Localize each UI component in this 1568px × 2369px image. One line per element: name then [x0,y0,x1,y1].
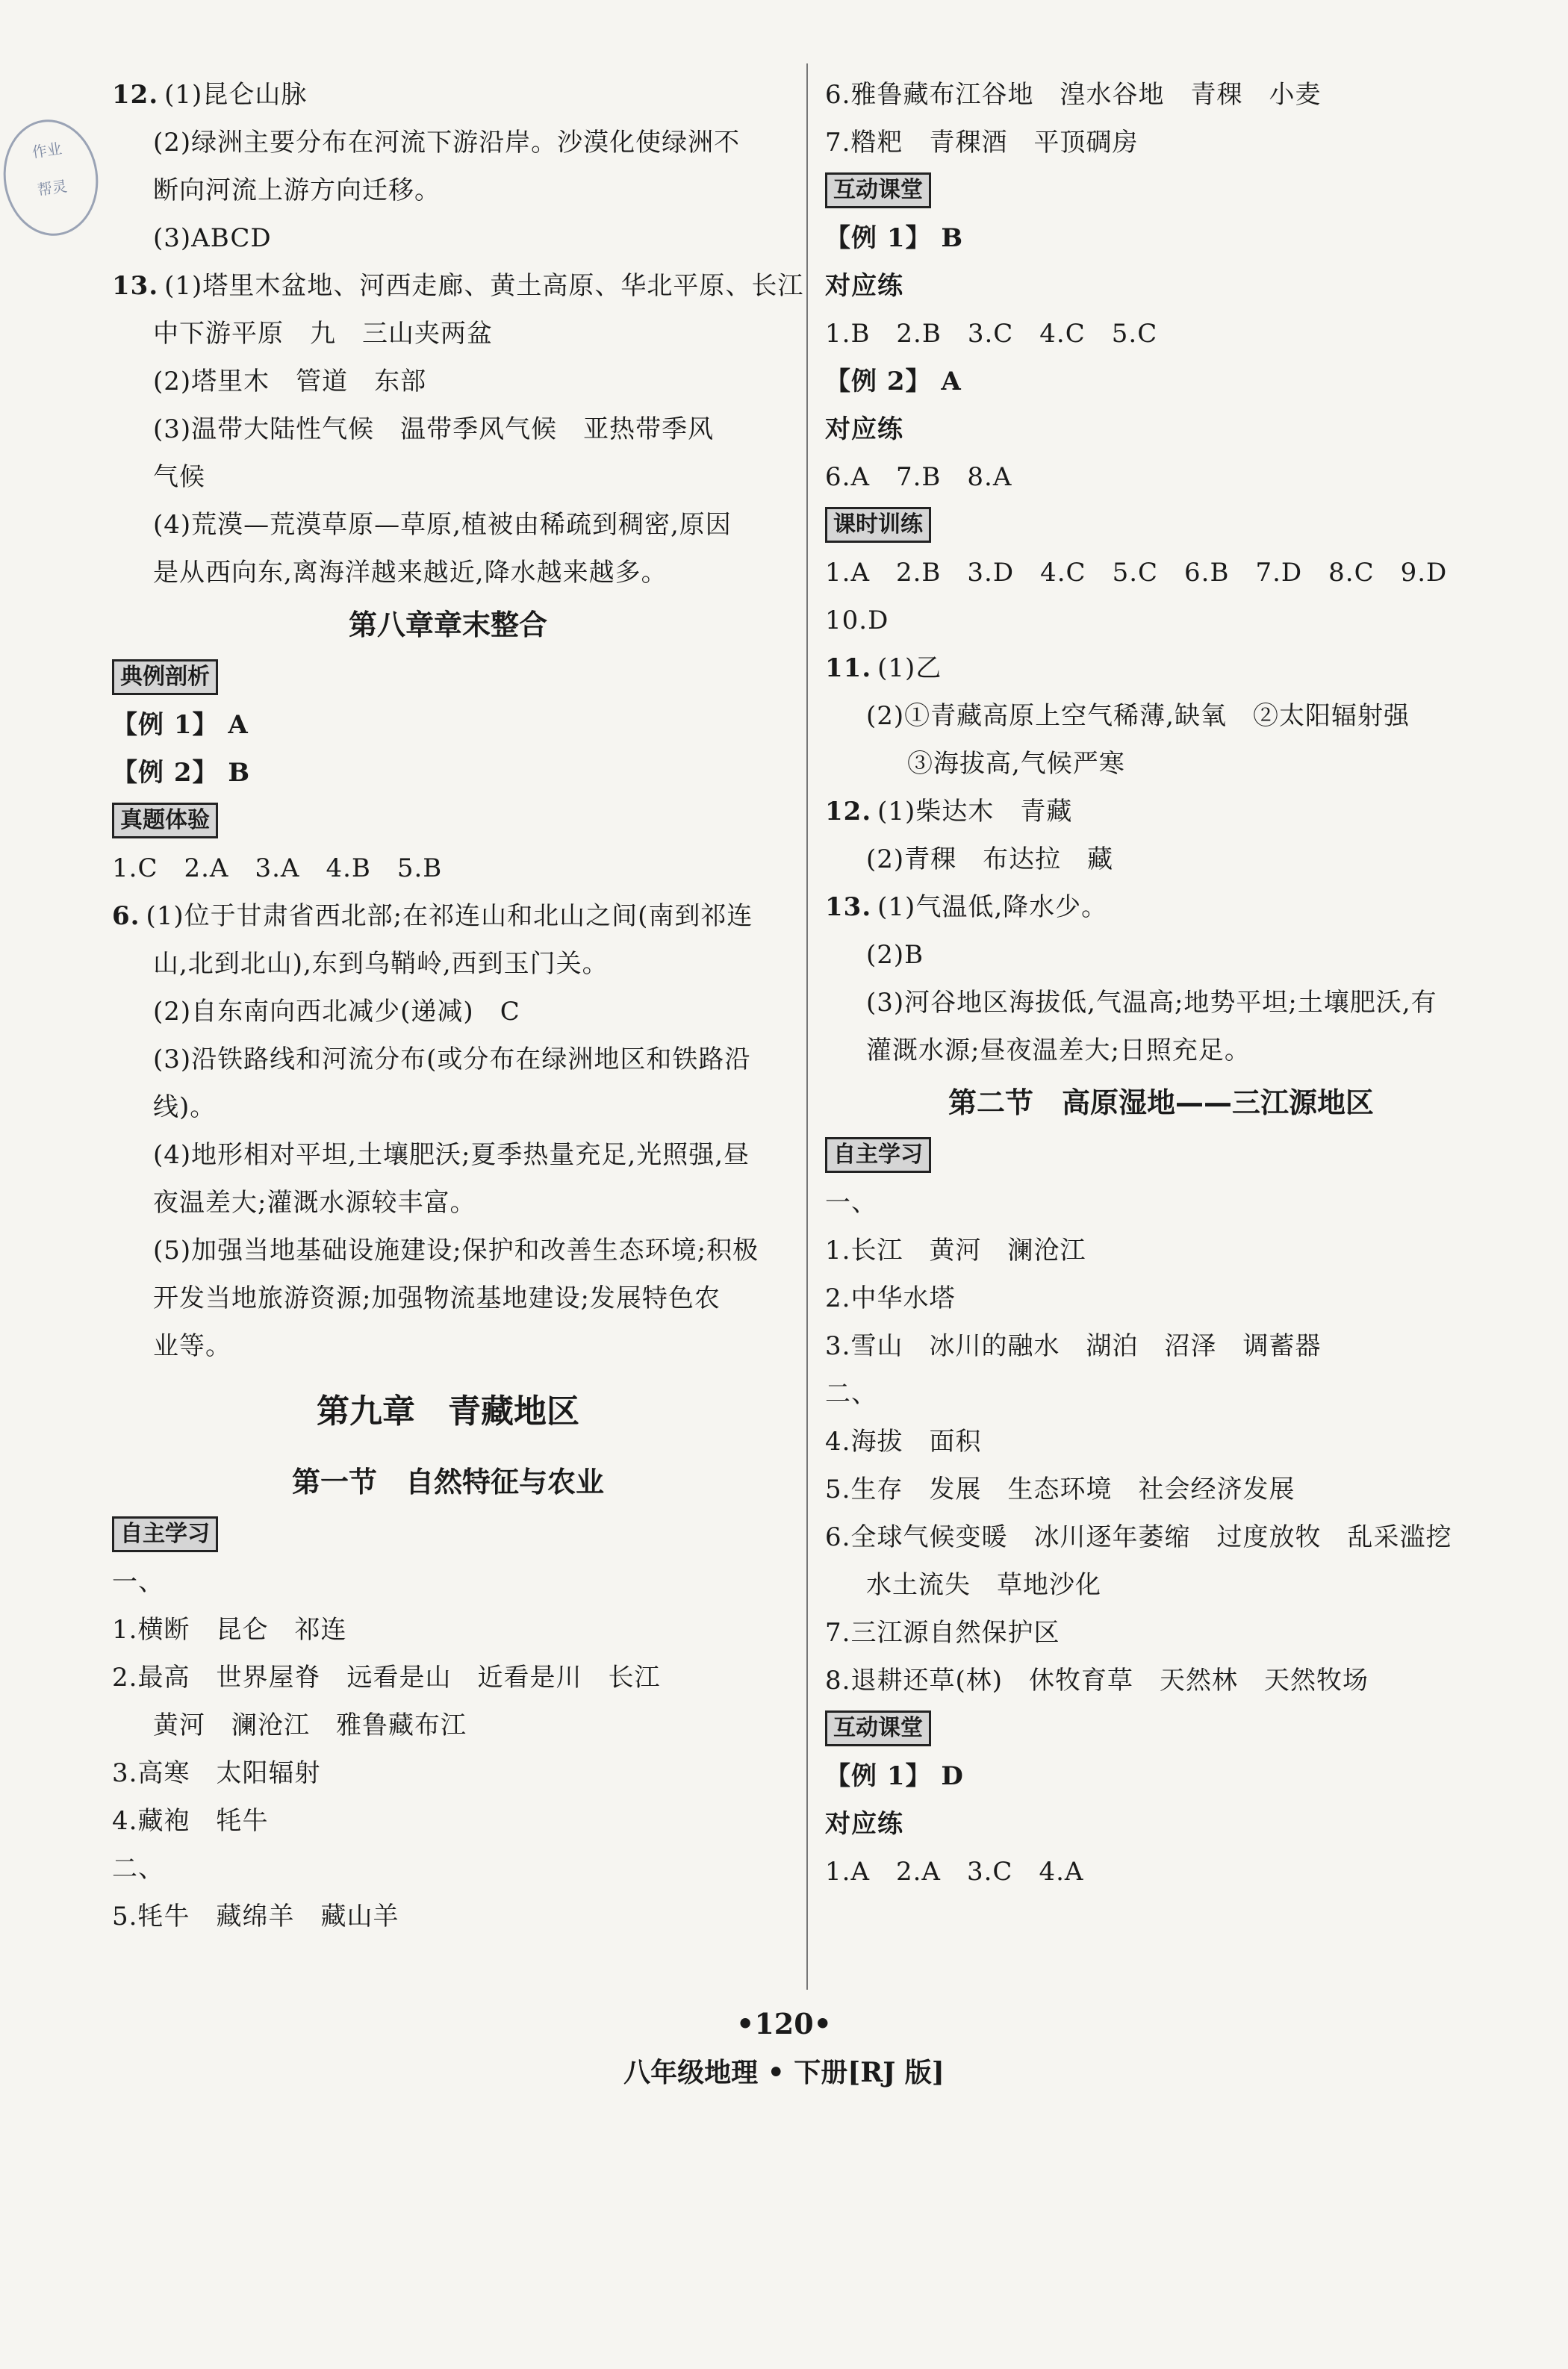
answer-text: 8.退耕还草(林) 休牧育草 天然林 天然牧场 [825,1666,1369,1696]
answer-line [825,644,1497,692]
answer-text: 业等。 [153,1331,231,1361]
section-tag: 自主学习 [825,1137,931,1173]
answer-text: 1.A 2.B 3.D 4.C 5.C 6.B 7.D 8.C 9.D [825,558,1448,588]
left-column [112,71,804,1940]
section-tag-row [112,797,784,844]
answer-line [825,1609,1497,1657]
answer-text: 是从西向东,离海洋越来越近,降水越来越多。 [153,558,668,588]
answer-text: 6.A 7.B 8.A [825,462,1012,492]
answer-text: (4)荒漠—荒漠草原—草原,植被由稀疏到稠密,原因 [153,510,732,540]
answer-text: (1)塔里木盆地、河西走廊、黄土高原、华北平原、长江 [164,271,804,301]
answer-line [112,1845,784,1893]
answer-line [825,1322,1497,1370]
section-heading: 第八章章末整合 [348,608,547,641]
section-tag: 真题体验 [112,803,218,838]
answer-text: 1.C 2.A 3.A 4.B 5.B [112,853,443,883]
answer-text: (2)塔里木 管道 东部 [153,367,427,396]
answer-line [112,844,784,892]
section-tag: 自主学习 [112,1516,218,1552]
answer-line [825,597,1497,644]
answer-line [112,119,784,166]
answer-line [825,310,1497,358]
answer-line [112,1083,784,1131]
page-number: •120• [736,2007,832,2040]
answer-text: 1.A 2.A 3.C 4.A [825,1857,1084,1887]
answer-text: (2)①青藏高原上空气稀薄,缺氧 ②太阳辐射强 [866,701,1410,731]
answer-line [112,1036,784,1083]
answer-line [112,892,784,940]
answer-line [825,740,1497,788]
question-number: 11. [825,653,872,683]
answer-line [112,166,784,214]
answer-text: (2)自东南向西北减少(递减) C [153,997,520,1027]
answer-text: (3)沿铁路线和河流分布(或分布在绿洲地区和铁路沿 [153,1045,751,1074]
answer-line [825,358,1497,405]
answer-line [825,979,1497,1027]
answer-text: 4.海拔 面积 [825,1427,982,1457]
answer-text: 夜温差大;灌溉水源较丰富。 [153,1188,476,1218]
answer-line [825,453,1497,501]
answer-line [112,358,784,405]
section-tag-row [112,653,784,701]
answer-line [825,1752,1497,1800]
answer-text: (2)绿洲主要分布在河流下游沿岸。沙漠化使绿洲不 [153,128,741,158]
answer-text: 山,北到北山),东到乌鞘岭,西到玉门关。 [153,949,609,979]
section-tag-row [825,1705,1497,1752]
chapter-heading: 第九章 青藏地区 [317,1392,579,1431]
answer-text: 7.糌粑 青稞酒 平顶碉房 [825,128,1139,158]
answer-text: 二、 [112,1854,164,1884]
answer-text: 对应练 [825,1809,903,1839]
answer-text: (1)柴达木 青藏 [877,797,1073,826]
answer-line [825,1657,1497,1705]
answer-line [825,1027,1497,1074]
answer-line [112,1558,784,1606]
answer-line [112,1606,784,1654]
section-heading: 第二节 高原湿地——三江源地区 [948,1086,1374,1119]
answer-text: 【例 1】 B [825,223,964,253]
answer-line [825,1561,1497,1609]
answer-line [825,119,1497,166]
section-tag-row [112,1510,784,1558]
answer-line [825,883,1497,931]
answer-line [112,405,784,453]
answer-text: (2)B [866,940,924,970]
answer-line [112,1893,784,1940]
answer-line [112,1322,784,1370]
answer-line [112,1654,784,1702]
section-tag: 典例剖析 [112,659,218,695]
section-tag-row [825,166,1497,214]
answer-text: 一、 [112,1567,164,1597]
answer-line [112,549,784,597]
answer-line [112,940,784,988]
answer-line [825,1227,1497,1274]
answer-line [112,310,784,358]
answer-line [825,931,1497,979]
answer-line [825,1179,1497,1227]
answer-text: (1)气温低,降水少。 [877,892,1108,922]
answer-text: ③海拔高,气候严寒 [907,749,1125,779]
answer-line [825,1848,1497,1896]
homework-stamp-logo: 作业 帮灵 [0,113,105,242]
answer-text: (3)ABCD [153,223,272,253]
answer-text: 水土流失 草地沙化 [866,1570,1101,1600]
answer-line [112,1274,784,1322]
answer-text: 【例 1】 A [112,710,249,740]
answer-text: (4)地形相对平坦,土壤肥沃;夏季热量充足,光照强,昼 [153,1140,750,1170]
answer-text: (1)位于甘肃省西北部;在祁连山和北山之间(南到祁连 [146,901,753,931]
question-number: 12. [825,797,872,826]
column-divider [806,63,808,1990]
answer-text: 二、 [825,1379,877,1409]
section-tag: 互动课堂 [825,1710,931,1746]
answer-line [112,262,804,310]
answer-text: (2)青稞 布达拉 藏 [866,844,1114,874]
answer-line [825,835,1497,883]
answer-text: 5.牦牛 藏绵羊 藏山羊 [112,1902,399,1931]
section-tag-row [825,1131,1497,1179]
answer-line [112,749,784,797]
answer-line [825,692,1497,740]
answer-text: (1)昆仑山脉 [164,80,308,110]
answer-line [112,1797,784,1845]
answer-text: 3.雪山 冰川的融水 湖泊 沼泽 调蓄器 [825,1331,1322,1361]
answer-line [825,1418,1497,1466]
answer-text: 2.最高 世界屋脊 远看是山 近看是川 长江 [112,1663,661,1693]
answer-text: 7.三江源自然保护区 [825,1618,1060,1648]
section-heading: 第一节 自然特征与农业 [291,1466,604,1498]
answer-text: 3.高寒 太阳辐射 [112,1758,321,1788]
answer-text: 4.藏袍 牦牛 [112,1806,269,1836]
section-tag: 互动课堂 [825,172,931,208]
answer-text: 开发当地旅游资源;加强物流基地建设;发展特色农 [153,1283,721,1313]
answer-line [825,1370,1497,1418]
answer-line [112,988,784,1036]
answer-text: (1)乙 [877,653,942,683]
answer-text: 1.长江 黄河 澜沧江 [825,1236,1086,1266]
answer-text: 对应练 [825,271,903,301]
answer-text: 灌溉水源;昼夜温差大;日照充足。 [866,1036,1251,1065]
answer-text: 1.横断 昆仑 祁连 [112,1615,347,1645]
answer-text: 5.生存 发展 生态环境 社会经济发展 [825,1475,1295,1504]
answer-line [825,1466,1497,1513]
answer-text: 【例 1】 D [825,1761,964,1791]
answer-text: (5)加强当地基础设施建设;保护和改善生态环境;积极 [153,1236,759,1266]
answer-text: 中下游平原 九 三山夹两盆 [153,319,493,349]
answer-text: 对应练 [825,414,903,444]
right-column [825,71,1497,1896]
answer-line [112,1227,784,1274]
answer-text: (3)温带大陆性气候 温带季风气候 亚热带季风 [153,414,715,444]
answer-line [825,549,1497,597]
answer-line [825,1513,1497,1561]
section-tag: 课时训练 [825,507,931,543]
answer-line [112,453,784,501]
answer-line [825,1800,1497,1848]
answer-line [112,701,784,749]
answer-line [825,262,1497,310]
question-number: 6. [112,901,140,931]
answer-text: 【例 2】 A [825,367,962,396]
answer-text: 6.雅鲁藏布江谷地 湟水谷地 青稞 小麦 [825,80,1322,110]
question-number: 12. [112,80,159,110]
answer-line [825,71,1497,119]
answer-text: 10.D [825,606,889,635]
answer-line [112,214,784,262]
question-number: 13. [825,892,872,922]
answer-text: (3)河谷地区海拔低,气温高;地势平坦;土壤肥沃,有 [866,988,1437,1018]
answer-line [825,788,1497,835]
answer-text: 【例 2】 B [112,758,251,788]
answer-line [112,1749,784,1797]
answer-text: 黄河 澜沧江 雅鲁藏布江 [153,1710,467,1740]
answer-text: 气候 [153,462,205,492]
answer-line [112,501,784,549]
answer-line [825,214,1497,262]
answer-line [825,1274,1497,1322]
question-number: 13. [112,271,159,301]
section-tag-row [825,501,1497,549]
answer-text: 2.中华水塔 [825,1283,956,1313]
answer-line [112,71,784,119]
answer-text: 6.全球气候变暖 冰川逐年萎缩 过度放牧 乱采滥挖 [825,1522,1452,1552]
answer-text: 1.B 2.B 3.C 4.C 5.C [825,319,1158,349]
book-title: 八年级地理 • 下册[RJ 版] [623,2057,945,2088]
answer-line [112,1131,784,1179]
answer-text: 线)。 [153,1092,217,1122]
answer-line [112,1179,784,1227]
answer-text: 一、 [825,1188,877,1218]
answer-line [825,405,1497,453]
answer-text: 断向河流上游方向迁移。 [153,175,441,205]
answer-line [112,1702,784,1749]
